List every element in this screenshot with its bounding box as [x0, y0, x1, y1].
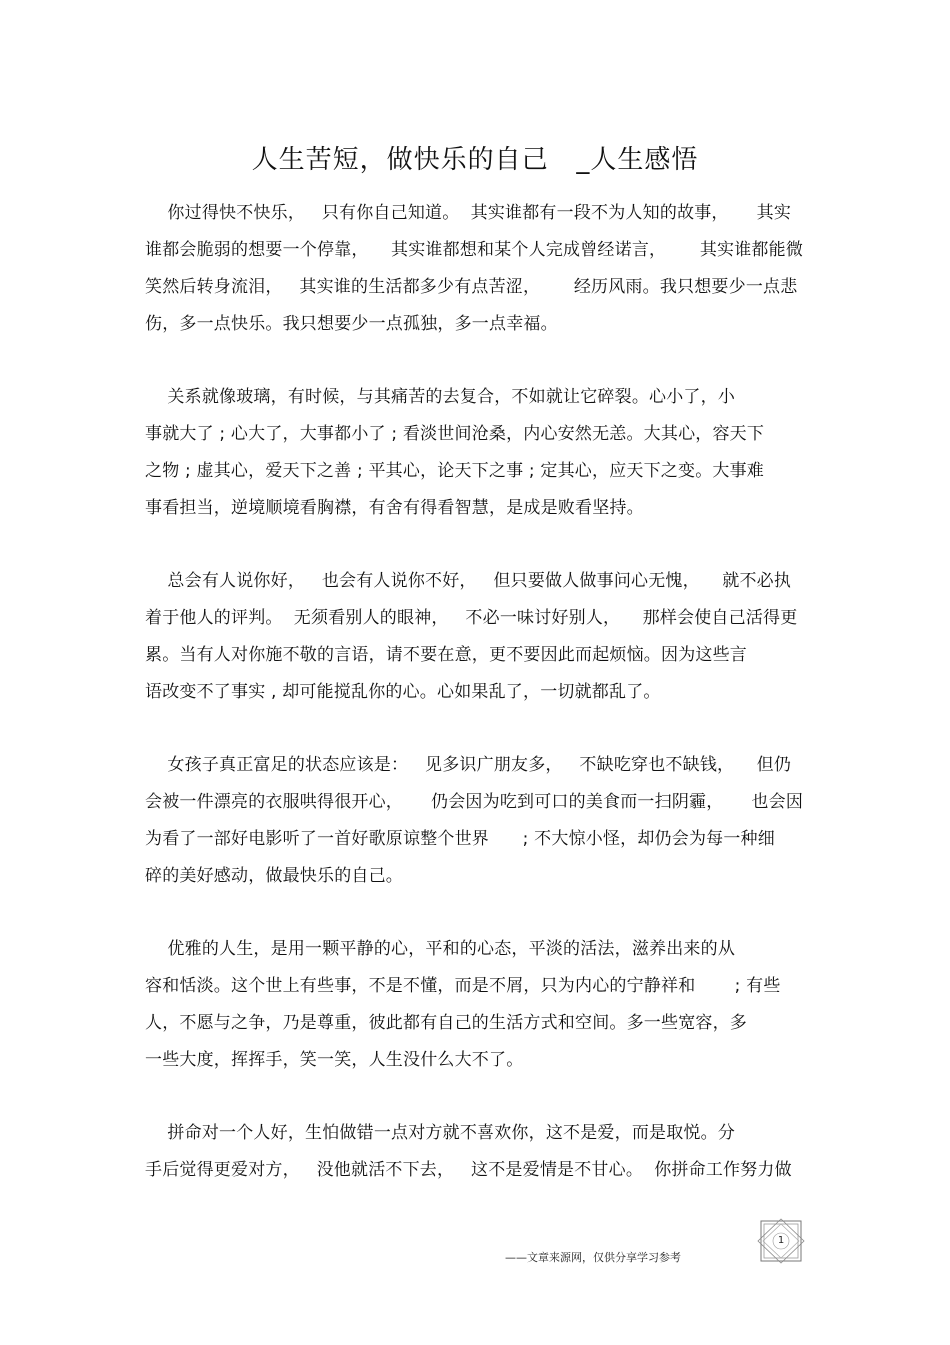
paragraph	[145, 563, 815, 711]
text-line: 累。当有人对你施不敬的言语，请不要在意，更不要因此而起烦恼。因为这些言	[145, 645, 747, 665]
text-line: 人，不愿与之争，乃是尊重，彼此都有自己的生活方式和空间。多一些宽容，多	[145, 1013, 747, 1033]
paragraph-gap	[145, 711, 815, 747]
text-line: 女孩子真正富足的状态应该是： 见多识广朋友多， 不缺吃穿也不缺钱， 但仍	[145, 755, 792, 775]
page-title: 人生苦短，做快乐的自己 _人生感悟	[251, 145, 699, 175]
text-line: 一些大度，挥挥手，笑一笑，人生没什么大不了。	[145, 1050, 524, 1070]
paragraph	[145, 931, 815, 1079]
text-line: 事就大了 ; 心大了，大事都小了 ; 看淡世间沧桑，内心安然无恙。大其心，容天下	[145, 424, 765, 444]
text-line: 优雅的人生，是用一颗平静的心，平和的心态，平淡的活法，滋养出来的从	[145, 939, 736, 959]
text-line: 容和恬淡。这个世上有些事，不是不懂，而是不屑，只为内心的宁静祥和 ; 有些	[145, 976, 781, 996]
text-line: 碎的美好感动，做最快乐的自己。	[145, 866, 403, 886]
paragraph	[145, 747, 815, 895]
text-line: 笑然后转身流泪， 其实谁的生活都多少有点苦涩， 经历风雨。我只想要少一点悲	[145, 277, 798, 297]
paragraph-gap	[145, 527, 815, 563]
text-line: 谁都会脆弱的想要一个停靠， 其实谁都想和某个人完成曾经诺言， 其实谁都能微	[145, 240, 804, 260]
article-body	[145, 195, 815, 1189]
text-line: 语改变不了事实 , 却可能搅乱你的心。心如果乱了，一切就都乱了。	[145, 682, 661, 702]
text-line: 总会有人说你好， 也会有人说你不好， 但只要做人做事问心无愧， 就不必执	[145, 571, 792, 591]
page-number-badge	[755, 1218, 807, 1264]
page-number: 1	[777, 1235, 785, 1246]
text-line: 事看担当，逆境顺境看胸襟，有舍有得看智慧，是成是败看坚持。	[145, 498, 644, 518]
text-line: 会被一件漂亮的衣服哄得很开心， 仍会因为吃到可口的美食而一扫阴霾， 也会因	[145, 792, 804, 812]
text-line: 关系就像玻璃，有时候，与其痛苦的去复合，不如就让它碎裂。心小了，小	[145, 387, 736, 407]
text-line: 伤，多一点快乐。我只想要少一点孤独，多一点幸福。	[145, 314, 558, 334]
paragraph	[145, 379, 815, 527]
text-line: 之物 ; 虚其心，爱天下之善 ; 平其心，论天下之事 ; 定其心，应天下之变。大事难	[145, 461, 765, 481]
paragraph-gap	[145, 895, 815, 931]
text-line: 手后觉得更爱对方， 没他就活不下去， 这不是爱情是不甘心。 你拼命工作努力做	[145, 1160, 792, 1180]
source-note: ——文章来源网，仅供分享学习参考	[505, 1251, 681, 1264]
paragraph	[145, 1115, 815, 1189]
text-line: 着于他人的评判。 无须看别人的眼神， 不必一味讨好别人， 那样会使自己活得更	[145, 608, 798, 628]
paragraph-gap	[145, 343, 815, 379]
text-line: 拼命对一个人好，生怕做错一点对方就不喜欢你，这不是爱，而是取悦。分	[145, 1123, 736, 1143]
text-line: 为看了一部好电影听了一首好歌原谅整个世界 ; 不大惊小怪，却仍会为每一种细	[145, 829, 775, 849]
paragraph	[145, 195, 815, 343]
paragraph-gap	[145, 1079, 815, 1115]
text-line: 你过得快不快乐， 只有你自己知道。 其实谁都有一段不为人知的故事， 其实	[145, 203, 792, 223]
